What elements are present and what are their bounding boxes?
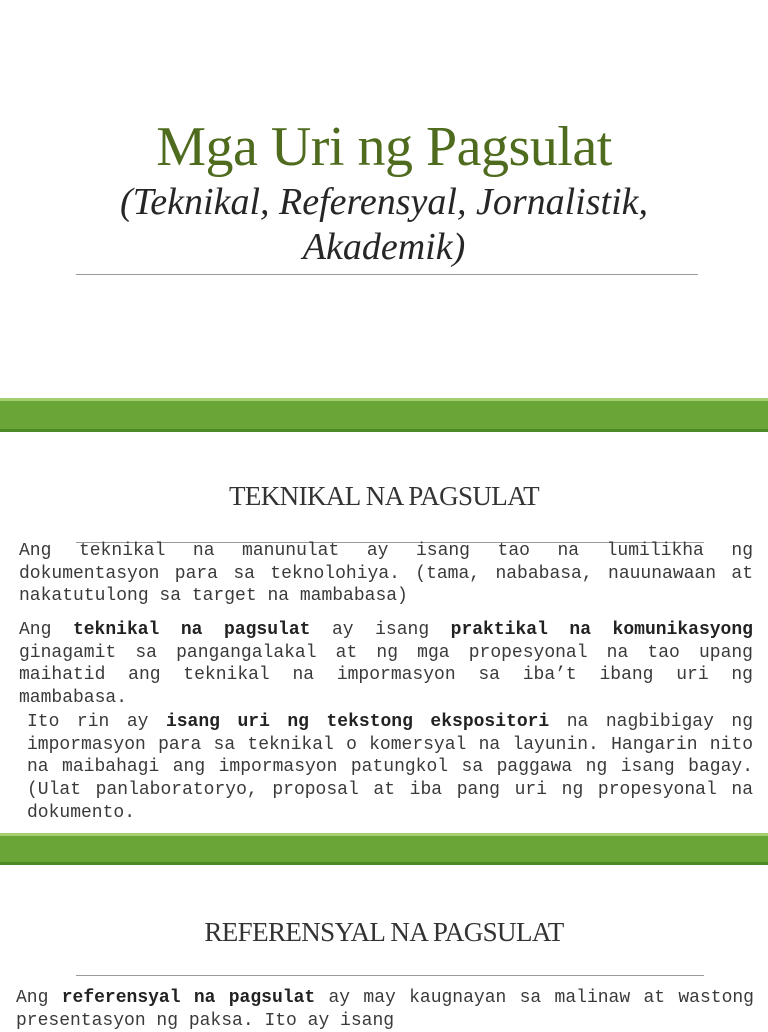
slide-subtitle: (Teknikal, Referensyal, Jornalistik, Akademik) — [119, 181, 648, 268]
section-heading-teknikal: TEKNIKAL NA PAGSULAT — [228, 481, 539, 511]
title-divider — [76, 274, 698, 275]
paragraph-teknikal-1: Ang teknikal na manunulat ay isang tao na lumilikha ng dokumentasyon para sa teknolohiya. (tama, nababasa, nauunawaan at nakatutulong sa target na mambabasa) — [19, 541, 753, 607]
slide-title: Mga Uri ng Pagsulat — [156, 116, 612, 178]
heading-divider-2 — [76, 975, 704, 976]
section-heading-referensyal: REFERENSYAL NA PAGSULAT — [204, 917, 564, 947]
paragraph-teknikal-2: Ang teknikal na pagsulat ay isang praktikal na komunikasyong ginagamit sa pangangalakal at ng mga propesyonal na tao upang maihatid ang teknikal na impormasyon sa iba’t ibang uri ng mambabasa. — [19, 620, 753, 709]
paragraph-teknikal-3: Ito rin ay isang uri ng tekstong ekspositori na nagbibigay ng impormasyon para sa teknikal o komersyal na layunin. Hangarin nito na maibahagi ang impormasyon patungkol sa paggawa ng isang bagay. (Ulat panlaboratoryo, proposal at iba pang uri ng propesyonal na dokumento. — [27, 712, 753, 823]
paragraph-referensyal-1: Ang referensyal na pagsulat ay may kaugnayan sa malinaw at wastong presentasyon ng paksa. Ito ay isang — [16, 988, 754, 1031]
section-divider-band-2 — [0, 833, 768, 865]
section-divider-band — [0, 398, 768, 432]
